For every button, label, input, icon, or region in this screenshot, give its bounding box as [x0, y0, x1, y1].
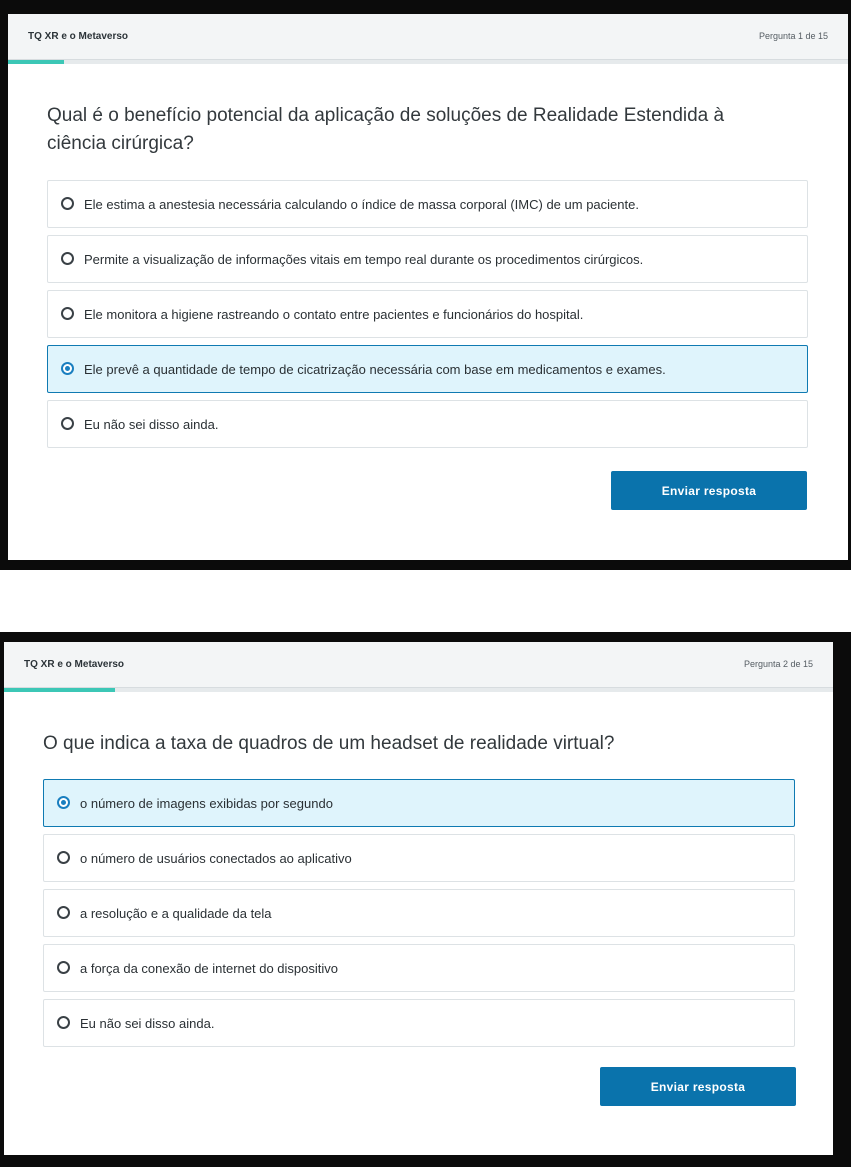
answer-option-label: a força da conexão de internet do dispositivo — [80, 961, 339, 976]
radio-button[interactable] — [57, 851, 70, 864]
course-title: TQ XR e o Metaverso — [28, 31, 129, 42]
answer-option[interactable] — [47, 235, 808, 283]
answer-option-label: Eu não sei disso ainda. — [80, 1016, 215, 1031]
answer-options — [47, 180, 808, 455]
radio-button[interactable] — [57, 961, 70, 974]
answer-option[interactable] — [43, 889, 795, 937]
answer-option[interactable] — [43, 999, 795, 1047]
answer-option[interactable] — [47, 400, 808, 448]
answer-options — [43, 779, 795, 1054]
progress-fill — [4, 688, 115, 692]
course-title: TQ XR e o Metaverso — [24, 659, 125, 670]
answer-option[interactable] — [47, 180, 808, 228]
radio-button[interactable] — [61, 252, 74, 265]
radio-button[interactable] — [61, 307, 74, 320]
radio-button[interactable] — [57, 906, 70, 919]
quiz-panel-1 — [8, 14, 848, 560]
quiz-header — [8, 14, 848, 60]
answer-option-label: Ele monitora a higiene rastreando o contato entre pacientes e funcionários do hospital. — [84, 307, 584, 322]
radio-button[interactable] — [61, 417, 74, 430]
question-text: Qual é o benefício potencial da aplicação de soluções de Realidade Estendida à ciência cirúrgica? — [47, 105, 725, 154]
answer-option-label: a resolução e a qualidade da tela — [80, 906, 272, 921]
question-counter: Pergunta 1 de 15 — [758, 31, 828, 41]
answer-option-selected[interactable] — [47, 345, 808, 393]
answer-option-label: o número de usuários conectados ao aplicativo — [80, 851, 352, 866]
submit-answer-button[interactable]: Enviar resposta — [611, 471, 807, 510]
answer-option-label: o número de imagens exibidas por segundo — [80, 796, 333, 811]
answer-option[interactable] — [43, 944, 795, 992]
progress-track — [8, 60, 848, 64]
progress-fill — [8, 60, 64, 64]
quiz-panel-2 — [4, 642, 833, 1155]
answer-option-label: Permite a visualização de informações vitais em tempo real durante os procedimentos cirúrgicos. — [84, 252, 644, 267]
progress-track — [4, 688, 833, 692]
answer-option[interactable] — [47, 290, 808, 338]
radio-button[interactable] — [61, 197, 74, 210]
radio-button-checked[interactable] — [57, 796, 70, 809]
quiz-header — [4, 642, 833, 688]
submit-answer-button[interactable]: Enviar resposta — [600, 1067, 796, 1106]
answer-option-label: Ele estima a anestesia necessária calculando o índice de massa corporal (IMC) de um paciente. — [84, 197, 639, 212]
question-text: O que indica a taxa de quadros de um headset de realidade virtual? — [43, 733, 615, 754]
answer-option-label: Ele prevê a quantidade de tempo de cicatrização necessária com base em medicamentos e exames. — [84, 362, 666, 377]
question-counter: Pergunta 2 de 15 — [743, 659, 813, 669]
answer-option-label: Eu não sei disso ainda. — [84, 417, 219, 432]
radio-button[interactable] — [57, 1016, 70, 1029]
answer-option-selected[interactable] — [43, 779, 795, 827]
answer-option[interactable] — [43, 834, 795, 882]
radio-button-checked[interactable] — [61, 362, 74, 375]
